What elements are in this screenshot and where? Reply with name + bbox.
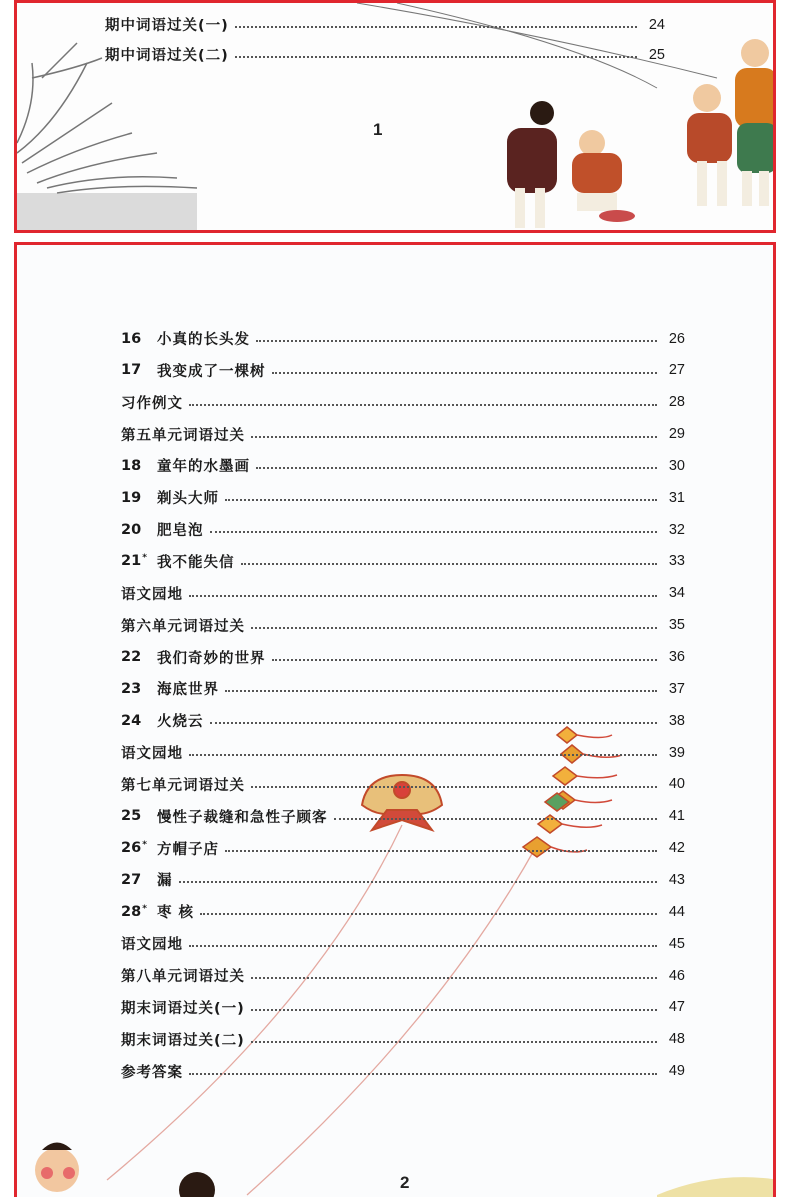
leader-dots — [272, 371, 658, 374]
optional-lesson-mark: * — [142, 553, 147, 564]
child-figure — [735, 39, 776, 206]
toc-entry-page: 24 — [648, 16, 665, 33]
toc-entry[interactable] — [121, 519, 685, 540]
toc-entry-title: 第七单元词语过关 — [121, 777, 245, 794]
leader-dots — [334, 817, 658, 820]
leader-dots — [272, 658, 658, 661]
toc-entry[interactable] — [121, 487, 685, 508]
leader-dots — [235, 25, 637, 28]
toc-entry-title: 漏 — [157, 873, 173, 890]
toc-entry-title: 童年的水墨画 — [157, 459, 250, 476]
toc-entry[interactable] — [121, 933, 685, 954]
toc-entry[interactable] — [121, 1061, 685, 1082]
leader-dots — [225, 849, 657, 852]
toc-entry-title: 语文园地 — [121, 937, 183, 954]
leader-dots — [189, 944, 657, 947]
toc-entry-page: 45 — [668, 935, 685, 952]
toc-page-2 — [14, 242, 776, 1197]
toc-entry[interactable] — [121, 710, 685, 731]
toc-entry[interactable] — [121, 838, 685, 859]
toc-entry-page: 33 — [668, 553, 685, 570]
leader-dots — [189, 594, 657, 597]
toc-entry-page: 36 — [668, 649, 685, 665]
toc-entry-page: 31 — [668, 489, 685, 506]
toc-entry-title: 火烧云 — [157, 714, 204, 731]
toc-entry[interactable] — [121, 455, 685, 476]
toc-entry-page: 46 — [668, 967, 685, 984]
toc-entry-title: 我们奇妙的世界 — [157, 650, 266, 667]
child-figure — [179, 1172, 215, 1197]
toc-entry-title: 期末词语过关(一) — [121, 1000, 245, 1017]
toc-entry-page: 38 — [668, 712, 685, 729]
toc-entry[interactable] — [121, 360, 685, 381]
toc-entry[interactable] — [121, 806, 685, 827]
toc-entry-number: 21* — [121, 553, 147, 570]
toc-entry-page: 28 — [668, 394, 685, 411]
toc-entry-title: 小真的长头发 — [157, 332, 250, 348]
leader-dots — [225, 689, 657, 692]
toc-entry[interactable] — [121, 424, 685, 445]
leader-dots — [210, 530, 658, 533]
toc-entry-number: 18 — [121, 457, 142, 474]
toc-entry-page: 34 — [668, 585, 685, 602]
toc-entry-page: 43 — [668, 871, 685, 888]
leader-dots — [251, 976, 657, 979]
toc-entry-title: 枣 核 — [157, 905, 195, 922]
page-number: 1 — [373, 120, 383, 139]
toc-entry-page: 44 — [668, 903, 685, 920]
toc-entry[interactable] — [121, 1029, 685, 1050]
child-figure — [572, 130, 635, 222]
toc-entry-number: 17 — [121, 362, 142, 379]
toc-entry-title: 语文园地 — [121, 586, 183, 603]
toc-entry-title: 习作例文 — [121, 395, 183, 412]
toc-entry-number: 24 — [121, 712, 142, 729]
page-number: 2 — [400, 1173, 410, 1192]
leader-dots — [241, 562, 658, 565]
toc-entry-title: 期中词语过关(一) — [105, 18, 229, 34]
toc-entry[interactable] — [121, 965, 685, 986]
toc-entry[interactable] — [121, 678, 685, 699]
leader-dots — [235, 55, 637, 58]
toc-entry-page: 27 — [668, 362, 685, 379]
leader-dots — [251, 435, 657, 438]
toc-entry-number: 23 — [121, 680, 142, 697]
toc-entry[interactable] — [121, 583, 685, 604]
leader-dots — [251, 785, 657, 788]
toc-entry-title: 剃头大师 — [157, 491, 219, 508]
toc-entry[interactable] — [105, 44, 665, 65]
leader-dots — [251, 626, 657, 629]
toc-entry[interactable] — [121, 869, 685, 890]
toc-entry-page: 41 — [668, 808, 685, 825]
toc-entry[interactable] — [121, 647, 685, 668]
toc-entry-title: 第八单元词语过关 — [121, 969, 245, 985]
toc-entry-number: 20 — [121, 521, 142, 538]
toc-entry-page: 26 — [668, 330, 685, 347]
toc-entry[interactable] — [121, 774, 685, 795]
toc-entry-page: 42 — [668, 840, 685, 857]
toc-entry-number: 26* — [121, 840, 147, 857]
leader-dots — [256, 339, 657, 342]
child-figure — [687, 84, 732, 206]
toc-entry-page: 32 — [668, 521, 685, 538]
toc-entry-title: 方帽子店 — [157, 841, 219, 858]
toc-entry[interactable] — [121, 392, 685, 413]
toc-entry-number: 27 — [121, 871, 142, 888]
toc-entry-page: 47 — [668, 999, 685, 1016]
toc-entry-page: 48 — [668, 1031, 685, 1048]
leader-dots — [251, 1008, 657, 1011]
toc-entry-number: 28* — [121, 903, 147, 920]
toc-entry-page: 35 — [668, 617, 685, 634]
child-figure — [507, 101, 557, 228]
toc-entry-title: 参考答案 — [121, 1064, 183, 1081]
ink-wash-ground — [17, 193, 197, 233]
toc-entry[interactable] — [121, 615, 685, 636]
optional-lesson-mark: * — [142, 840, 147, 851]
leader-dots — [189, 403, 657, 406]
toc-entry-number: 19 — [121, 489, 142, 506]
optional-lesson-mark: * — [142, 903, 147, 914]
leader-dots — [256, 466, 657, 469]
toc-entry[interactable] — [121, 328, 685, 349]
toc-entry-page: 30 — [668, 457, 685, 474]
toc-entry-page: 25 — [648, 46, 665, 63]
toc-entry-number: 16 — [121, 330, 142, 347]
toc-entry-title: 语文园地 — [121, 746, 183, 763]
leader-dots — [189, 1072, 657, 1075]
toc-entry[interactable] — [121, 551, 685, 572]
toc-entry-title: 第五单元词语过关 — [121, 427, 245, 444]
toc-entry-page: 39 — [668, 744, 685, 761]
toc-entry-title: 海底世界 — [157, 682, 219, 699]
leader-dots — [200, 912, 657, 915]
toc-entry-title: 我变成了一棵树 — [157, 363, 266, 380]
ground-wash — [657, 1177, 776, 1197]
toc-entry-number: 25 — [121, 808, 142, 825]
toc-entry-title: 期末词语过关(二) — [121, 1032, 245, 1049]
toc-entry-title: 我不能失信 — [157, 554, 235, 571]
child-figure — [35, 1143, 79, 1193]
toc-entry-page: 40 — [668, 776, 685, 793]
toc-entry-page: 29 — [668, 426, 685, 443]
leader-dots — [251, 1040, 657, 1043]
toc-entry-number: 22 — [121, 649, 142, 665]
toc-entry-title: 慢性子裁缝和急性子顾客 — [157, 809, 328, 826]
leader-dots — [189, 753, 657, 756]
kite-flying-children-illustration — [17, 3, 776, 233]
toc-page-1 — [14, 0, 776, 233]
toc-entry-title: 第六单元词语过关 — [121, 618, 245, 635]
leader-dots — [225, 498, 657, 501]
leader-dots — [179, 880, 658, 883]
toc-entry-title: 期中词语过关(二) — [105, 48, 229, 64]
leader-dots — [210, 721, 658, 724]
toc-entry[interactable] — [121, 742, 685, 763]
toc-entry[interactable] — [121, 997, 685, 1018]
toc-entry-page: 37 — [668, 680, 685, 697]
toc-entry[interactable] — [105, 14, 665, 35]
toc-entry-title: 肥皂泡 — [157, 523, 204, 540]
toc-entry-page: 49 — [668, 1063, 685, 1080]
ink-grass-illustration — [17, 43, 197, 193]
toc-entry[interactable] — [121, 901, 685, 922]
